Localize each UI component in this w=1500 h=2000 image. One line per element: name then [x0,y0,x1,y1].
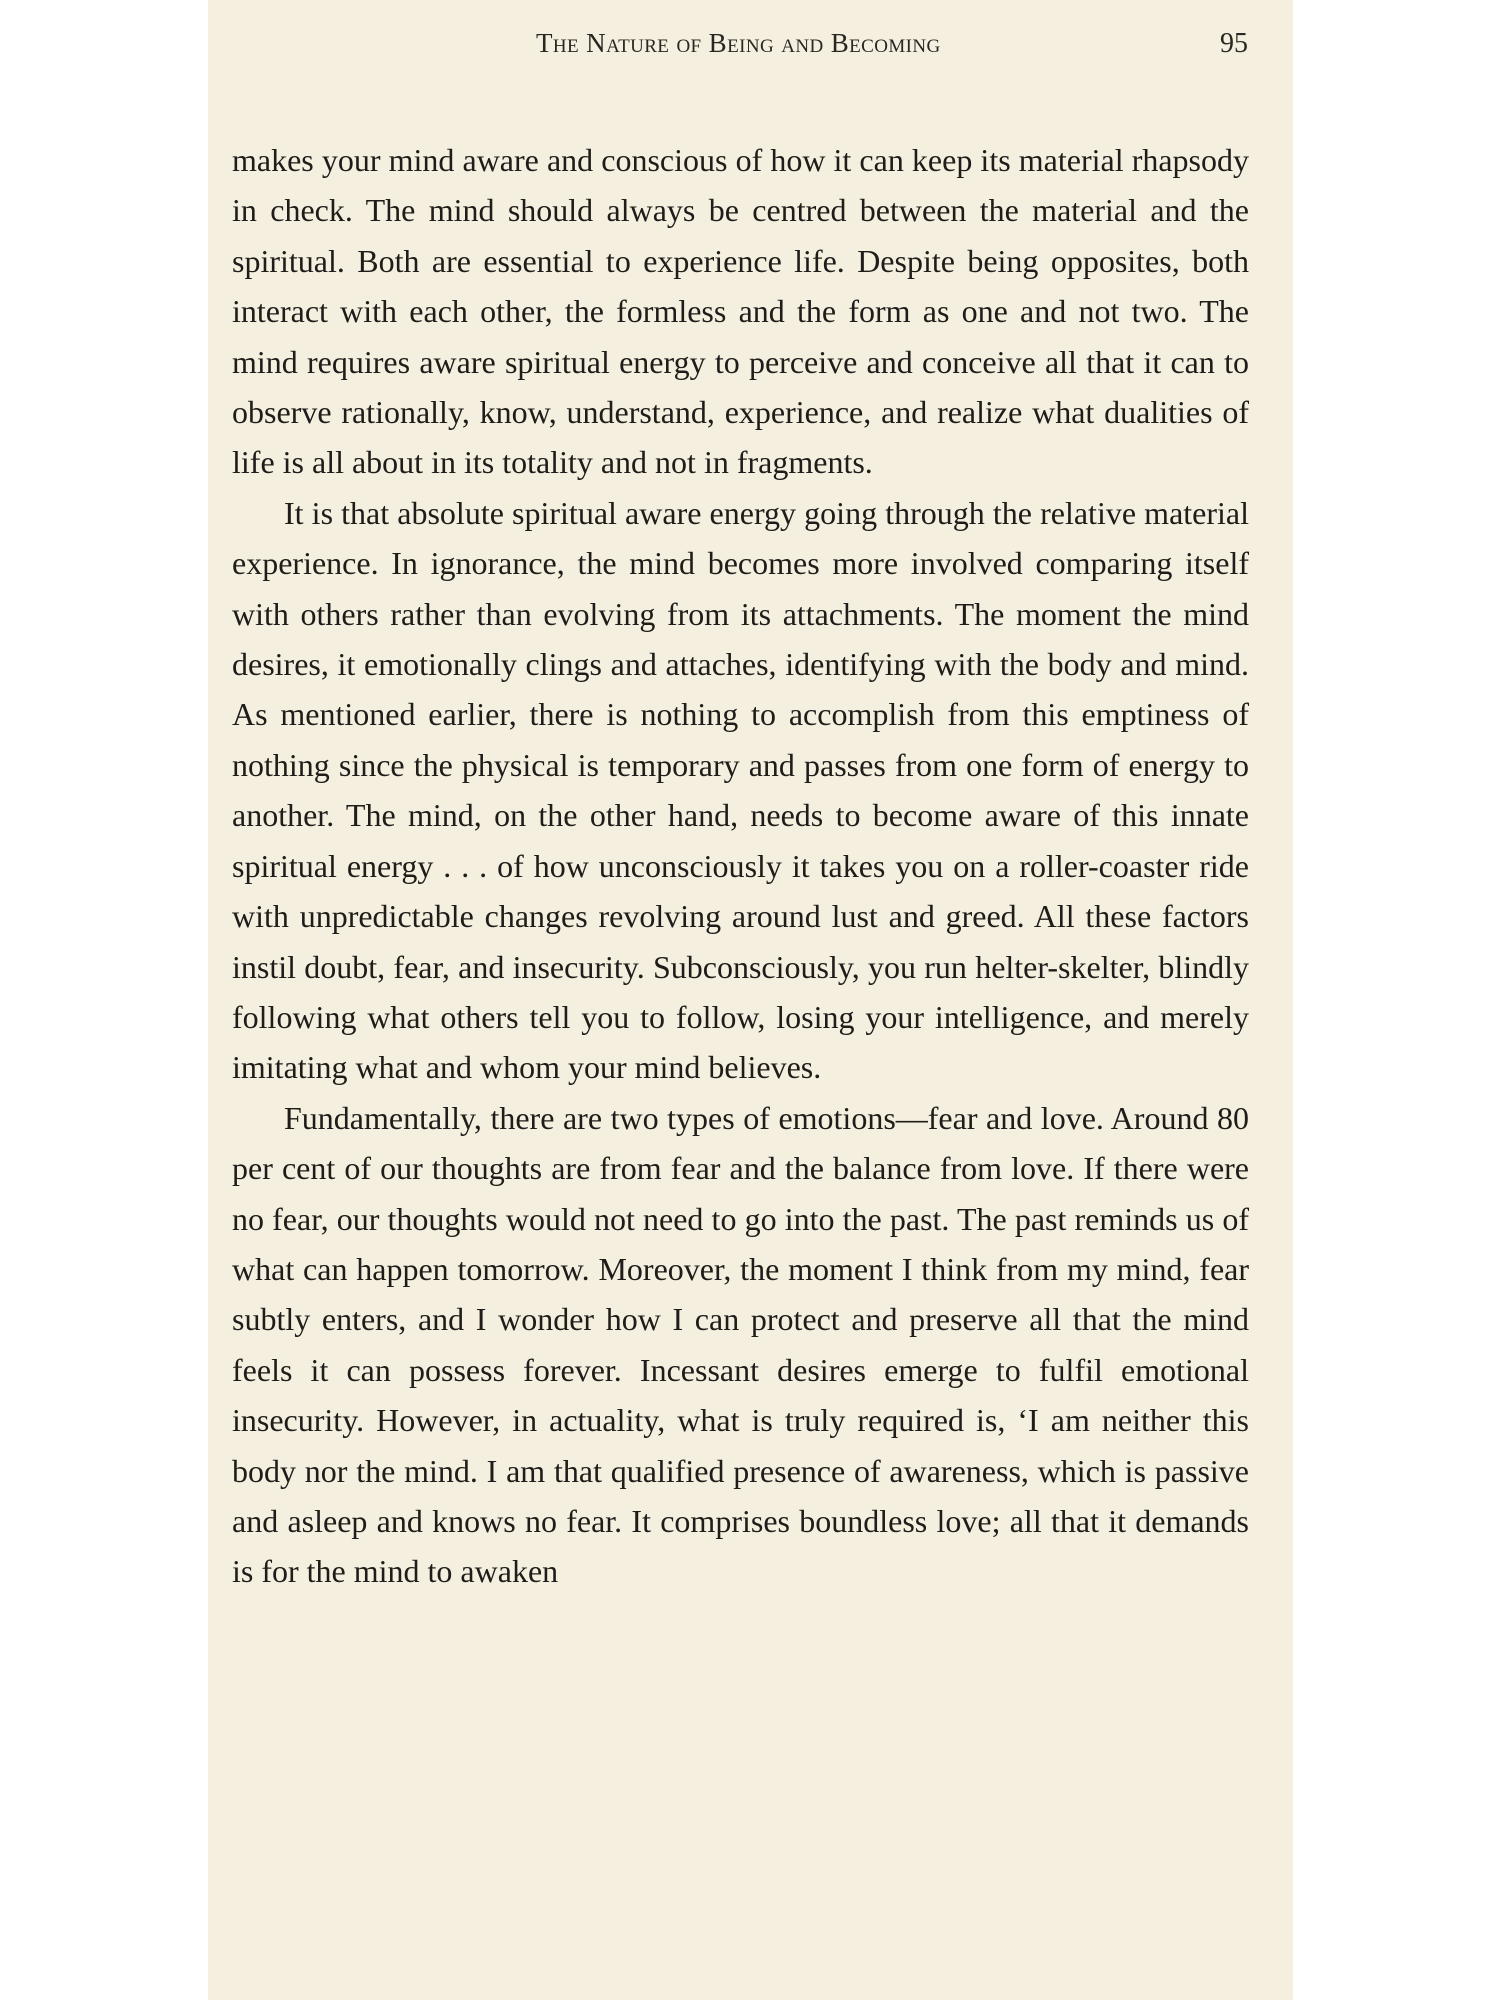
paragraph: It is that absolute spiritual aware energy going through the relative material experience. In ignorance, the mind becomes more involved comparing itself with others rather than evolving from its attachments. The moment the mind desires, it emotionally clings and attaches, identifying with the body and mind. As mentioned earlier, there is nothing to accomplish from this emptiness of nothing since the physical is temporary and passes from one form of energy to another. The mind, on the other hand, needs to become aware of this innate spiritual energy . . . of how unconsciously it takes you on a roller-coaster ride with unpredictable changes revolving around lust and greed. All these factors instil doubt, fear, and insecurity. Subconsciously, you run helter-skelter, blindly following what others tell you to follow, losing your intelligence, and merely imitating what and whom your mind believes. [232,494,1249,1086]
book-page [208,0,1293,2000]
page-header [208,28,1293,68]
page-number: 95 [1220,28,1248,59]
paragraph: Fundamentally, there are two types of emotions—fear and love. Around 80 per cent of our thoughts are from fear and the balance from love. If there were no fear, our thoughts would not need to go into the past. The past reminds us of what can happen tomorrow. Moreover, the moment I think from my mind, fear subtly enters, and I wonder how I can protect and preserve all that the mind feels it can possess forever. Incessant desires emerge to fulfil emotional insecurity. However, in actuality, what is truly required is, ‘I am neither this body nor the mind. I am that qualified presence of awareness, which is passive and asleep and knows no fear. It comprises boundless love; all that it demands is for the mind to awaken [232,1099,1249,1590]
running-title: The Nature of Being and Becoming [536,28,941,58]
paragraph-continued: makes your mind aware and conscious of how it can keep its material rhapsody in check. The mind should always be centred between the material and the spiritual. Both are essential to experience life. Despite being opposites, both interact with each other, the formless and the form as one and not two. The mind requires aware spiritual energy to perceive and conceive all that it can to observe rationally, know, understand, experience, and realize what dualities of life is all about in its totality and not in fragments. [232,142,1249,481]
body-text [232,135,1249,1597]
